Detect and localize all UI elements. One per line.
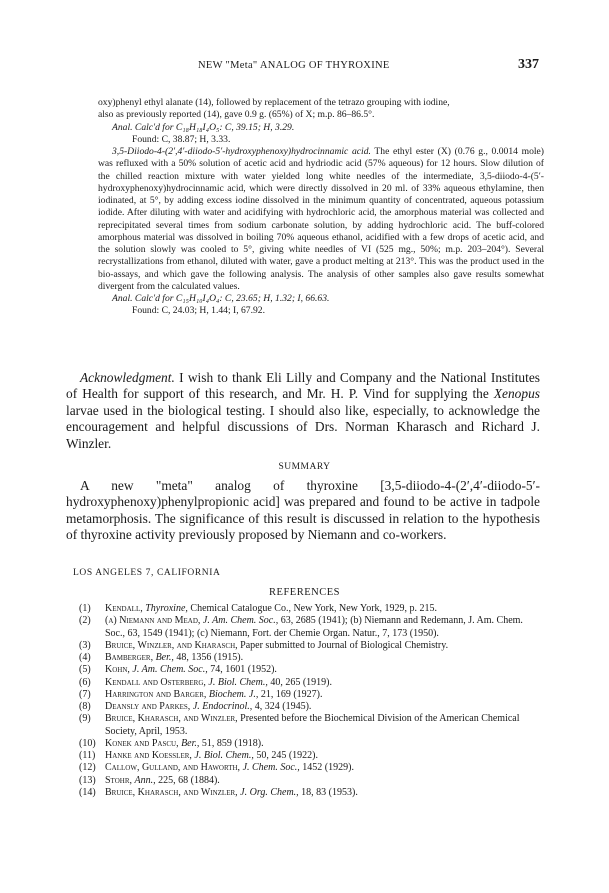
acknowledgment-label: Acknowledgment.	[80, 370, 175, 385]
references-list	[79, 603, 545, 799]
reference-details: Presented before the Biochemical Division of the American Chemical Society, April, 1953.	[105, 713, 520, 737]
para1-line2: also as previously reported (14), gave 0.9 g. (65%) of X; m.p. 86–86.5°.	[98, 109, 375, 121]
running-title: NEW "Meta" ANALOG OF THYROXINE	[198, 60, 390, 71]
reference-number: (8)	[79, 701, 91, 712]
para2-title: 3,5-Diiodo-4-(2′,4′-diiodo-5′-hydroxyphenoxy)hydrocinnamic acid.	[112, 146, 371, 157]
author-location: LOS ANGELES 7, CALIFORNIA	[73, 568, 221, 578]
para2-anal: Anal. Calc'd for C₁₅H₁₀I₄O₄: C, 23.65; H, 1.32; I, 66.63.	[112, 293, 330, 304]
reference-number: (2)	[79, 615, 91, 627]
reference-text	[105, 640, 545, 652]
para2-found: Found: C, 24.03; H, 1.44; I, 67.92.	[132, 305, 265, 317]
reference-item	[79, 603, 545, 615]
para1-found: Found: C, 38.87; H, 3.33.	[132, 133, 231, 145]
reference-item	[79, 738, 545, 750]
acknowledgment-section	[66, 370, 540, 452]
references-heading: REFERENCES	[269, 587, 340, 598]
reference-details: 18, 83 (1953).	[301, 786, 358, 798]
reference-number: (5)	[79, 664, 91, 676]
reference-item	[79, 775, 545, 787]
reference-text	[105, 664, 545, 676]
reference-number: (6)	[79, 676, 91, 688]
para2-text: The ethyl ester (X) (0.76 g., 0.0014 mole) was refluxed with a 50% solution of acetic acid and hydriodic acid (57% aqueous) for 12 hours. Slow dilution of the chilled reaction mixture with water yielded long white needles of the intermediate, 3,5-diiodo-4-(5′-hydroxyphenoxy)hydrocinnamic acid, which were directly dissolved in 20 ml. of 33% aqueous ethylamine, then iodinated, at 5°, by adding excess iodine dissolved in the minimum quantity of concentrated, aqueous potassium iodide. After diluting with water and acidifying with hydrochloric acid, the amorphous material was collected and reprecipitated several times from sodium carbonate solution, by adding hydrochloric acid. The buff-colored amorphous material was dissolved in boiling 70% aqueous ethanol, acidified with a few drops of acetic acid, and the solution slowly was cooled to 5°, giving white needles of VI (525 mg., 50%; m.p. 203–204°). Several recrystallizations from ethanol, diluted with water, gave a product melting at 213°. This was the product used in the bio-assays, and which gave the following analysis. The analysis of other samples also gave results somewhat divergent from the calculated values.	[98, 146, 544, 292]
reference-authors: Bruice, Kharasch, and Winzler,	[105, 786, 238, 798]
reference-text	[105, 652, 545, 664]
acknowledgment-text2: larvae used in the biological testing. I should also like, especially, to acknowledge the encouragement and helpful discussions of Drs. Norman Kharasch and Richard J. Winzler.	[66, 402, 540, 451]
reference-number: (13)	[79, 774, 96, 786]
reference-authors: Bruice, Winzler, and Kharasch,	[105, 639, 238, 651]
reference-journal: J. Org. Chem.,	[240, 786, 299, 798]
reference-details: 21, 169 (1927).	[260, 688, 323, 700]
reference-text	[105, 615, 545, 640]
reference-text	[105, 689, 545, 701]
acknowledgment-xenopus: Xenopus	[493, 386, 540, 402]
reference-text	[105, 701, 545, 713]
reference-item	[79, 762, 545, 774]
reference-details: Chemical Catalogue Co., New York, New York, 1929, p. 215.	[190, 603, 438, 614]
reference-journal: J. Chem. Soc.,	[242, 762, 300, 774]
reference-number: (3)	[79, 639, 91, 651]
reference-journal: Biochem. J.,	[208, 688, 259, 700]
reference-number: (11)	[79, 750, 96, 761]
reference-authors: Bamberger,	[105, 652, 154, 663]
reference-details: 63, 2685 (1941); (b) Niemann and Redemann, J. Am. Chem. Soc., 63, 1549 (1941); (c) Niemann, Fort. der Chemie Organ. Natur., 7, 173 (1950).	[105, 615, 523, 639]
reference-number: (9)	[79, 713, 91, 725]
reference-details: 1452 (1929).	[302, 762, 354, 774]
reference-details: 50, 245 (1922).	[256, 750, 318, 761]
summary-section	[66, 478, 540, 544]
acknowledgment-paragraph	[66, 370, 540, 452]
running-header	[118, 57, 539, 80]
summary-heading: SUMMARY	[278, 462, 331, 472]
reference-text	[105, 677, 545, 689]
reference-number: (1)	[79, 603, 91, 614]
reference-journal: Thyroxine,	[145, 603, 188, 614]
reference-authors: Konek and Pascu,	[105, 737, 179, 749]
reference-details: 51, 859 (1918).	[201, 737, 264, 749]
reference-authors: Hanke and Koessler,	[105, 750, 192, 761]
reference-details: 48, 1356 (1915).	[176, 652, 244, 663]
reference-text	[105, 750, 545, 762]
reference-item	[79, 664, 545, 676]
reference-item	[79, 750, 545, 762]
reference-item	[79, 640, 545, 652]
reference-authors: Kohn,	[105, 664, 130, 676]
para2-body	[98, 146, 544, 293]
reference-journal: J. Biol. Chem.,	[194, 750, 254, 761]
reference-details: 225, 68 (1884).	[158, 774, 220, 786]
reference-item	[79, 713, 545, 738]
reference-details: 40, 265 (1919).	[270, 676, 332, 688]
reference-text	[105, 762, 545, 774]
summary-text: A new "meta" analog of thyroxine [3,5-diiodo-4-(2′,4′-diiodo-5′-hydroxyphenoxy)phenylpropionic acid] was prepared and found to be active in tadpole metamorphosis. The significance of this result is discussed in relation to the hypothesis of thyroxine activity previously proposed by Niemann and co-workers.	[66, 478, 540, 543]
reference-journal: J. Am. Chem. Soc.,	[132, 664, 208, 676]
acknowledgment-text: I wish to thank Eli Lilly and Company and the National Institutes of Health for support of this research, and Mr. H. P. Vind for supplying the	[66, 370, 540, 402]
reference-authors: Deansly and Parkes,	[105, 701, 191, 712]
reference-number: (12)	[79, 762, 96, 774]
reference-text	[105, 713, 545, 738]
reference-details: 4, 324 (1945).	[254, 701, 312, 712]
para1-line1: oxy)phenyl ethyl alanate (14), followed by replacement of the tetrazo grouping with iodine,	[98, 97, 450, 108]
reference-journal: Ber.,	[181, 737, 200, 749]
reference-item	[79, 615, 545, 640]
page-number: 337	[518, 57, 539, 72]
reference-journal: J. Endocrinol.,	[192, 701, 253, 712]
reference-authors: Kendall and Osterberg,	[105, 676, 206, 688]
reference-item	[79, 677, 545, 689]
reference-item	[79, 701, 545, 713]
reference-authors: Kendall,	[105, 603, 143, 614]
reference-number: (14)	[79, 786, 96, 798]
reference-journal: Ann.,	[134, 774, 156, 786]
reference-text	[105, 738, 545, 750]
reference-authors: Stohr,	[105, 774, 132, 786]
reference-text	[105, 603, 545, 615]
reference-journal: J. Biol. Chem.,	[208, 676, 268, 688]
reference-item	[79, 652, 545, 664]
reference-journal: J. Am. Chem. Soc.,	[202, 615, 279, 627]
reference-authors: Bruice, Kharasch, and Winzler,	[105, 713, 238, 725]
reference-item	[79, 689, 545, 701]
reference-text	[105, 787, 545, 799]
reference-number: (4)	[79, 652, 91, 663]
reference-journal: Ber.,	[155, 652, 174, 663]
reference-authors: (a) Niemann and Mead,	[105, 615, 201, 627]
reference-details: Paper submitted to Journal of Biological Chemistry.	[240, 639, 449, 651]
reference-number: (10)	[79, 737, 96, 749]
reference-details: 74, 1601 (1952).	[210, 664, 277, 676]
para1-anal: Anal. Calc'd for C₁₈H₁₈I₄O₅: C, 39.15; H, 3.29.	[112, 121, 295, 133]
reference-authors: Harrington and Barger,	[105, 688, 207, 700]
reference-text	[105, 775, 545, 787]
reference-number: (7)	[79, 688, 91, 700]
experimental-section	[98, 97, 544, 318]
reference-authors: Callow, Gulland, and Haworth,	[105, 762, 241, 774]
reference-item	[79, 787, 545, 799]
